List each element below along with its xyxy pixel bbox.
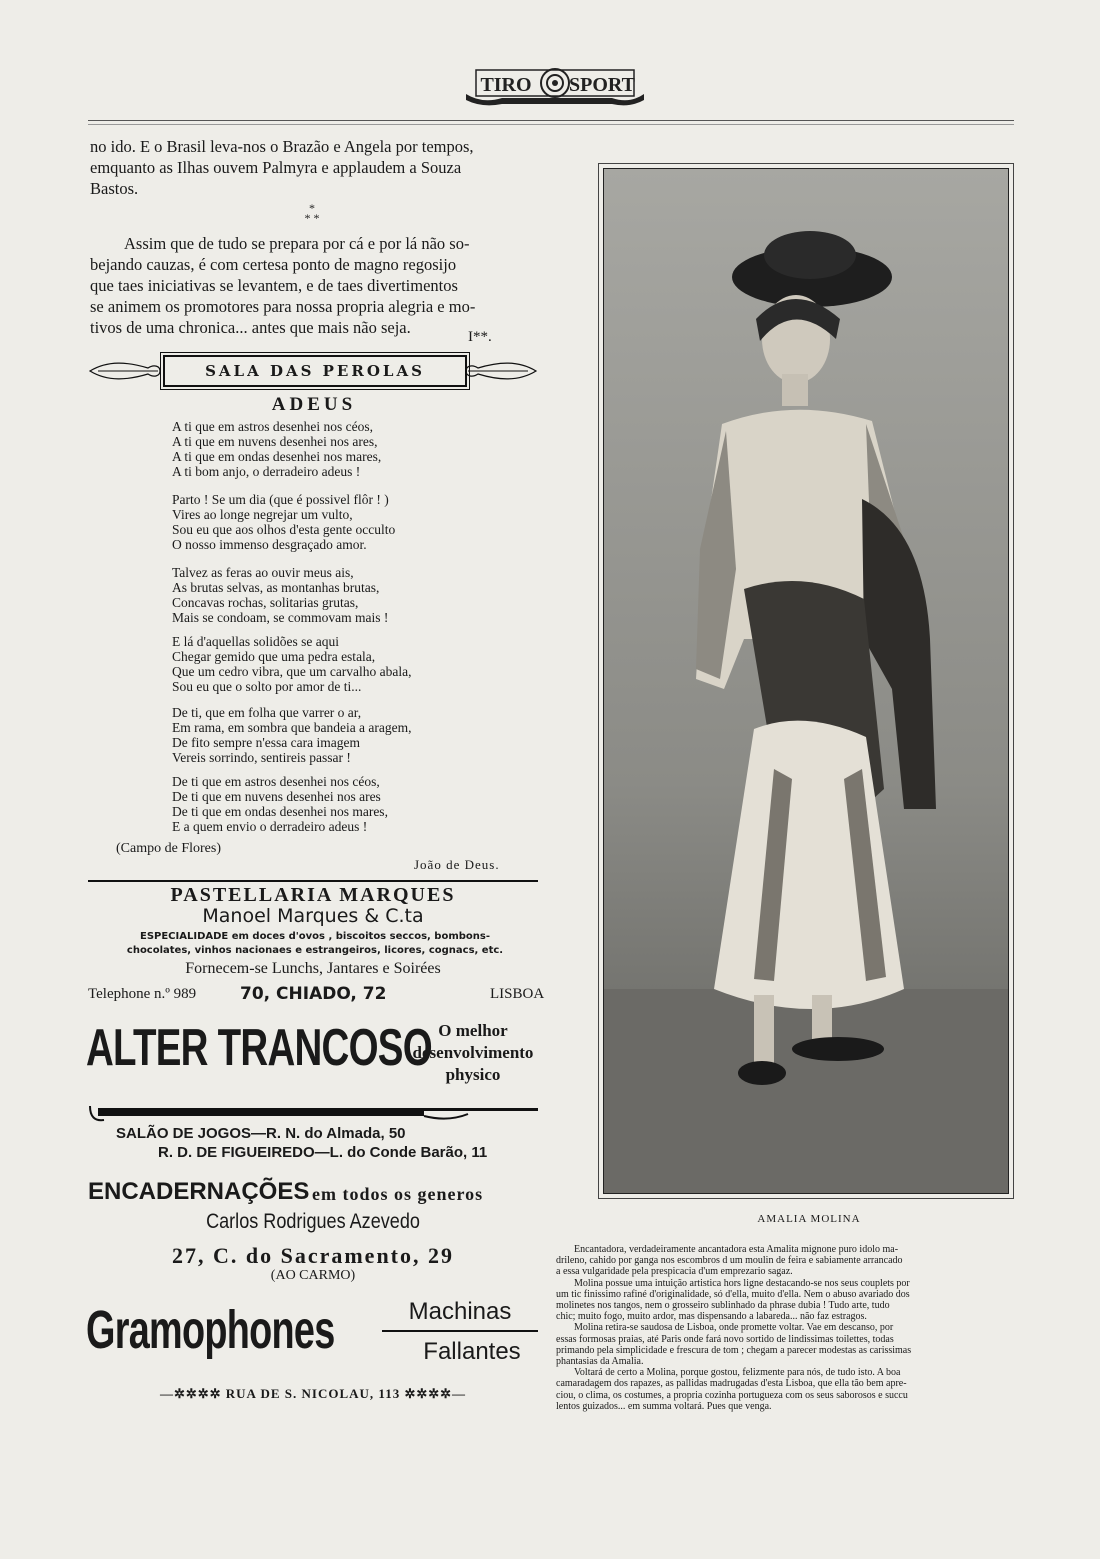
poem-line: A ti que em astros desenhei nos céos, [172, 419, 373, 434]
text-line: Assim que de tudo se prepara por cá e por lá não so- [124, 234, 470, 253]
article-line: lentos guizados... em summa voltará. Pues que venga. [556, 1400, 772, 1412]
encadernacoes-generos: em todos os generos [312, 1184, 484, 1204]
article-line: ciou, o clima, os costumes, a propria cozinha portugueza com os seus saborosos e succu [556, 1389, 908, 1401]
poem-stanza [172, 419, 502, 479]
poem-line: Sou eu que o solto por amor de ti... [172, 679, 362, 694]
sala-title-box [163, 355, 467, 387]
intro-paragraph-1 [90, 136, 538, 199]
article-line: essas formosas praias, até Paris onde fará novo sortido de lindissimas toilettes, todas [556, 1333, 894, 1345]
poem-line: Talvez as feras ao ouvir meus ais, [172, 565, 354, 580]
poem-stanza [172, 492, 502, 552]
salao-address-2: R. D. DE FIGUEIREDO—L. do Conde Barão, 11 [158, 1144, 488, 1161]
poem-stanza [172, 774, 502, 834]
poem-line: De ti que em nuvens desenhei nos ares [172, 789, 381, 804]
poem-line: Chegar gemido que uma pedra estala, [172, 649, 376, 664]
article-line: phantasias da Amalia. [556, 1356, 644, 1368]
poem-stanza [172, 634, 502, 694]
poem-title: ADEUS [271, 394, 357, 415]
intro-paragraph-2 [90, 233, 538, 338]
poem-line: Mais se condoam, se commovam mais ! [172, 610, 389, 625]
article-text [556, 1244, 1015, 1412]
poem-line: De fito sempre n'essa cara imagem [172, 735, 360, 750]
gramophones-tag-fallantes: Fallantes [423, 1338, 521, 1365]
left-flourish-ornament [88, 356, 162, 386]
svg-text:TIRO: TIRO [480, 74, 532, 96]
photo-caption: AMALIA MOLINA [757, 1213, 861, 1225]
alter-tagline [408, 1020, 538, 1086]
pastellaria-title: PASTELLARIA MARQUES [170, 884, 456, 906]
gramophones-rule [382, 1330, 538, 1332]
salao-address-1: SALÃO DE JOGOS—R. N. do Almada, 50 [116, 1125, 406, 1142]
article-line: Voltará de certo a Molina, porque gostou, felizmente para nós, de tudo isto. A boa [574, 1367, 901, 1379]
poem-line: A ti bom anjo, o derradeiro adeus ! [172, 464, 361, 479]
ornamental-bar [88, 1102, 538, 1124]
poem-line: Que um cedro vibra, que um carvalho abala, [172, 664, 412, 679]
text-line: que taes iniciativas se levantem, e de taes divertimentos [90, 276, 458, 295]
text-line: no ido. E o Brasil leva-nos o Brazão e Angela por tempos, [90, 137, 474, 156]
pastellaria-specialty: ESPECIALIDADE em doces d'ovos , biscoitos seccos, bombons-chocolates, vinhos nacionaes e estrangeiros, licores, cognacs, etc. [126, 931, 504, 956]
ornament-left: —✲✲✲✲ [159, 1386, 226, 1401]
tagline-line: physico [445, 1065, 501, 1084]
header-rule-thin [88, 124, 1014, 125]
poem-line: De ti que em ondas desenhei nos mares, [172, 804, 388, 819]
poem-stanza [172, 705, 502, 765]
poem-line: Vereis sorrindo, sentireis passar ! [172, 750, 351, 765]
poem-line: Sou eu que aos olhos d'esta gente occulto [172, 522, 396, 537]
article-line: drileno, cahido por ganga nos escombros d um moulin de feira e sabiamente arrancado [556, 1255, 903, 1267]
tagline-line: desenvolvimento [412, 1043, 534, 1062]
gramophones-tag-machinas: Machinas [408, 1298, 512, 1325]
article-line: camaradagem dos rapazes, as pallidas madrugadas d'esta Lisboa, que ella tão bem apre- [556, 1378, 907, 1390]
text-line: tivos de uma chronica... antes que mais não seja. [90, 318, 411, 337]
pastellaria-city: LISBOA [490, 986, 545, 1002]
header-rule [88, 120, 1014, 121]
poem-source: (Campo de Flores) [116, 841, 221, 856]
poem-line: De ti que em astros desenhei nos céos, [172, 774, 380, 789]
gramophones-title: Gramophones [86, 1300, 335, 1360]
article-line: chic; muito fogo, muito ardor, mas dispensando a labareda... não faz estragos. [556, 1311, 867, 1323]
poem-line: A ti que em ondas desenhei nos mares, [172, 449, 382, 464]
sala-das-perolas-banner [88, 352, 538, 390]
alter-trancoso-title: ALTER TRANCOSO [86, 1019, 432, 1077]
poem-line: O nosso immenso desgraçado amor. [172, 537, 367, 552]
encadernacoes-subaddress: (AO CARMO) [270, 1268, 356, 1283]
article-line: Encantadora, verdadeiramente ancantadora esta Amalita mignone puro idolo ma- [574, 1244, 899, 1255]
ad-divider [88, 880, 538, 882]
svg-text:SPORT: SPORT [569, 74, 635, 96]
pastellaria-firm: Manoel Marques & C.ta [202, 905, 424, 927]
text-line: bejando cauzas, é com certesa ponto de magno regosijo [90, 255, 457, 274]
intro-signature: I**. [468, 329, 492, 345]
ornament-right: ✲✲✲✲— [404, 1386, 467, 1401]
article-line: a essa vulgaridade pela prespicacia d'um emprezario sagaz. [556, 1266, 793, 1278]
poem-line: As brutas selvas, as montanhas brutas, [172, 580, 380, 595]
photo-illustration [604, 169, 1008, 1193]
article-line: Molina possue uma intuição artistica hors ligne destacando-se nos seus couplets por [574, 1277, 910, 1289]
pastellaria-telephone: Telephone n.º 989 [88, 986, 197, 1002]
photograph-amalia-molina [603, 168, 1009, 1194]
right-flourish-ornament [464, 356, 538, 386]
masthead-logo [462, 64, 648, 108]
encadernacoes-name: Carlos Rodrigues Azevedo [206, 1210, 420, 1233]
text-line: se animem os promotores para nossa propria alegria e mo- [90, 297, 476, 316]
asterism-divider: * * * [304, 201, 320, 225]
tagline-line: O melhor [438, 1021, 508, 1040]
poem-line: Parto ! Se um dia (que é possivel flôr ! ) [172, 492, 389, 507]
encadernacoes-address: 27, C. do Sacramento, 29 [171, 1243, 455, 1268]
gramophones-address-line [88, 1386, 538, 1402]
encadernacoes-title: ENCADERNAÇÕES [88, 1178, 310, 1205]
article-line: molinetes nos tangos, nem o grosseiro sublinhado da phrase dubia ! Tudo arte, tudo [556, 1300, 890, 1312]
poem-line: A ti que em nuvens desenhei nos ares, [172, 434, 378, 449]
pastellaria-services: Fornecem-se Lunchs, Jantares e Soirées [185, 960, 441, 977]
text-line: Bastos. [90, 179, 139, 198]
gramophones-address: RUA DE S. NICOLAU, 113 [225, 1386, 401, 1401]
article-line: Molina retira-se saudosa de Lisboa, onde promette voltar. Vae em descanso, por [574, 1322, 894, 1334]
article-line: primando pela simplicidade e frescura de tom ; chegam a parecer modestas as carissimas [556, 1344, 912, 1356]
poem-line: E lá d'aquellas solidões se aqui [172, 634, 340, 649]
poem-stanza [172, 565, 502, 625]
poem-line: De ti, que em folha que varrer o ar, [172, 705, 362, 720]
poem-line: Em rama, em sombra que bandeia a aragem, [172, 720, 412, 735]
text-line: emquanto as Ilhas ouvem Palmyra e applaudem a Souza [90, 158, 462, 177]
sala-title: SALA DAS PEROLAS [205, 362, 425, 380]
poem-line: Concavas rochas, solitarias grutas, [172, 595, 359, 610]
poem-line: Vires ao longe negrejar um vulto, [172, 507, 353, 522]
pastellaria-address: 70, CHIADO, 72 [240, 984, 387, 1004]
article-line: um tic finissimo rafiné d'originalidade, só d'ella, muito d'ella. Nem o abuso avariado dos [556, 1288, 910, 1300]
poem-line: E a quem envio o derradeiro adeus ! [172, 819, 368, 834]
poem-author: João de Deus. [414, 857, 500, 872]
